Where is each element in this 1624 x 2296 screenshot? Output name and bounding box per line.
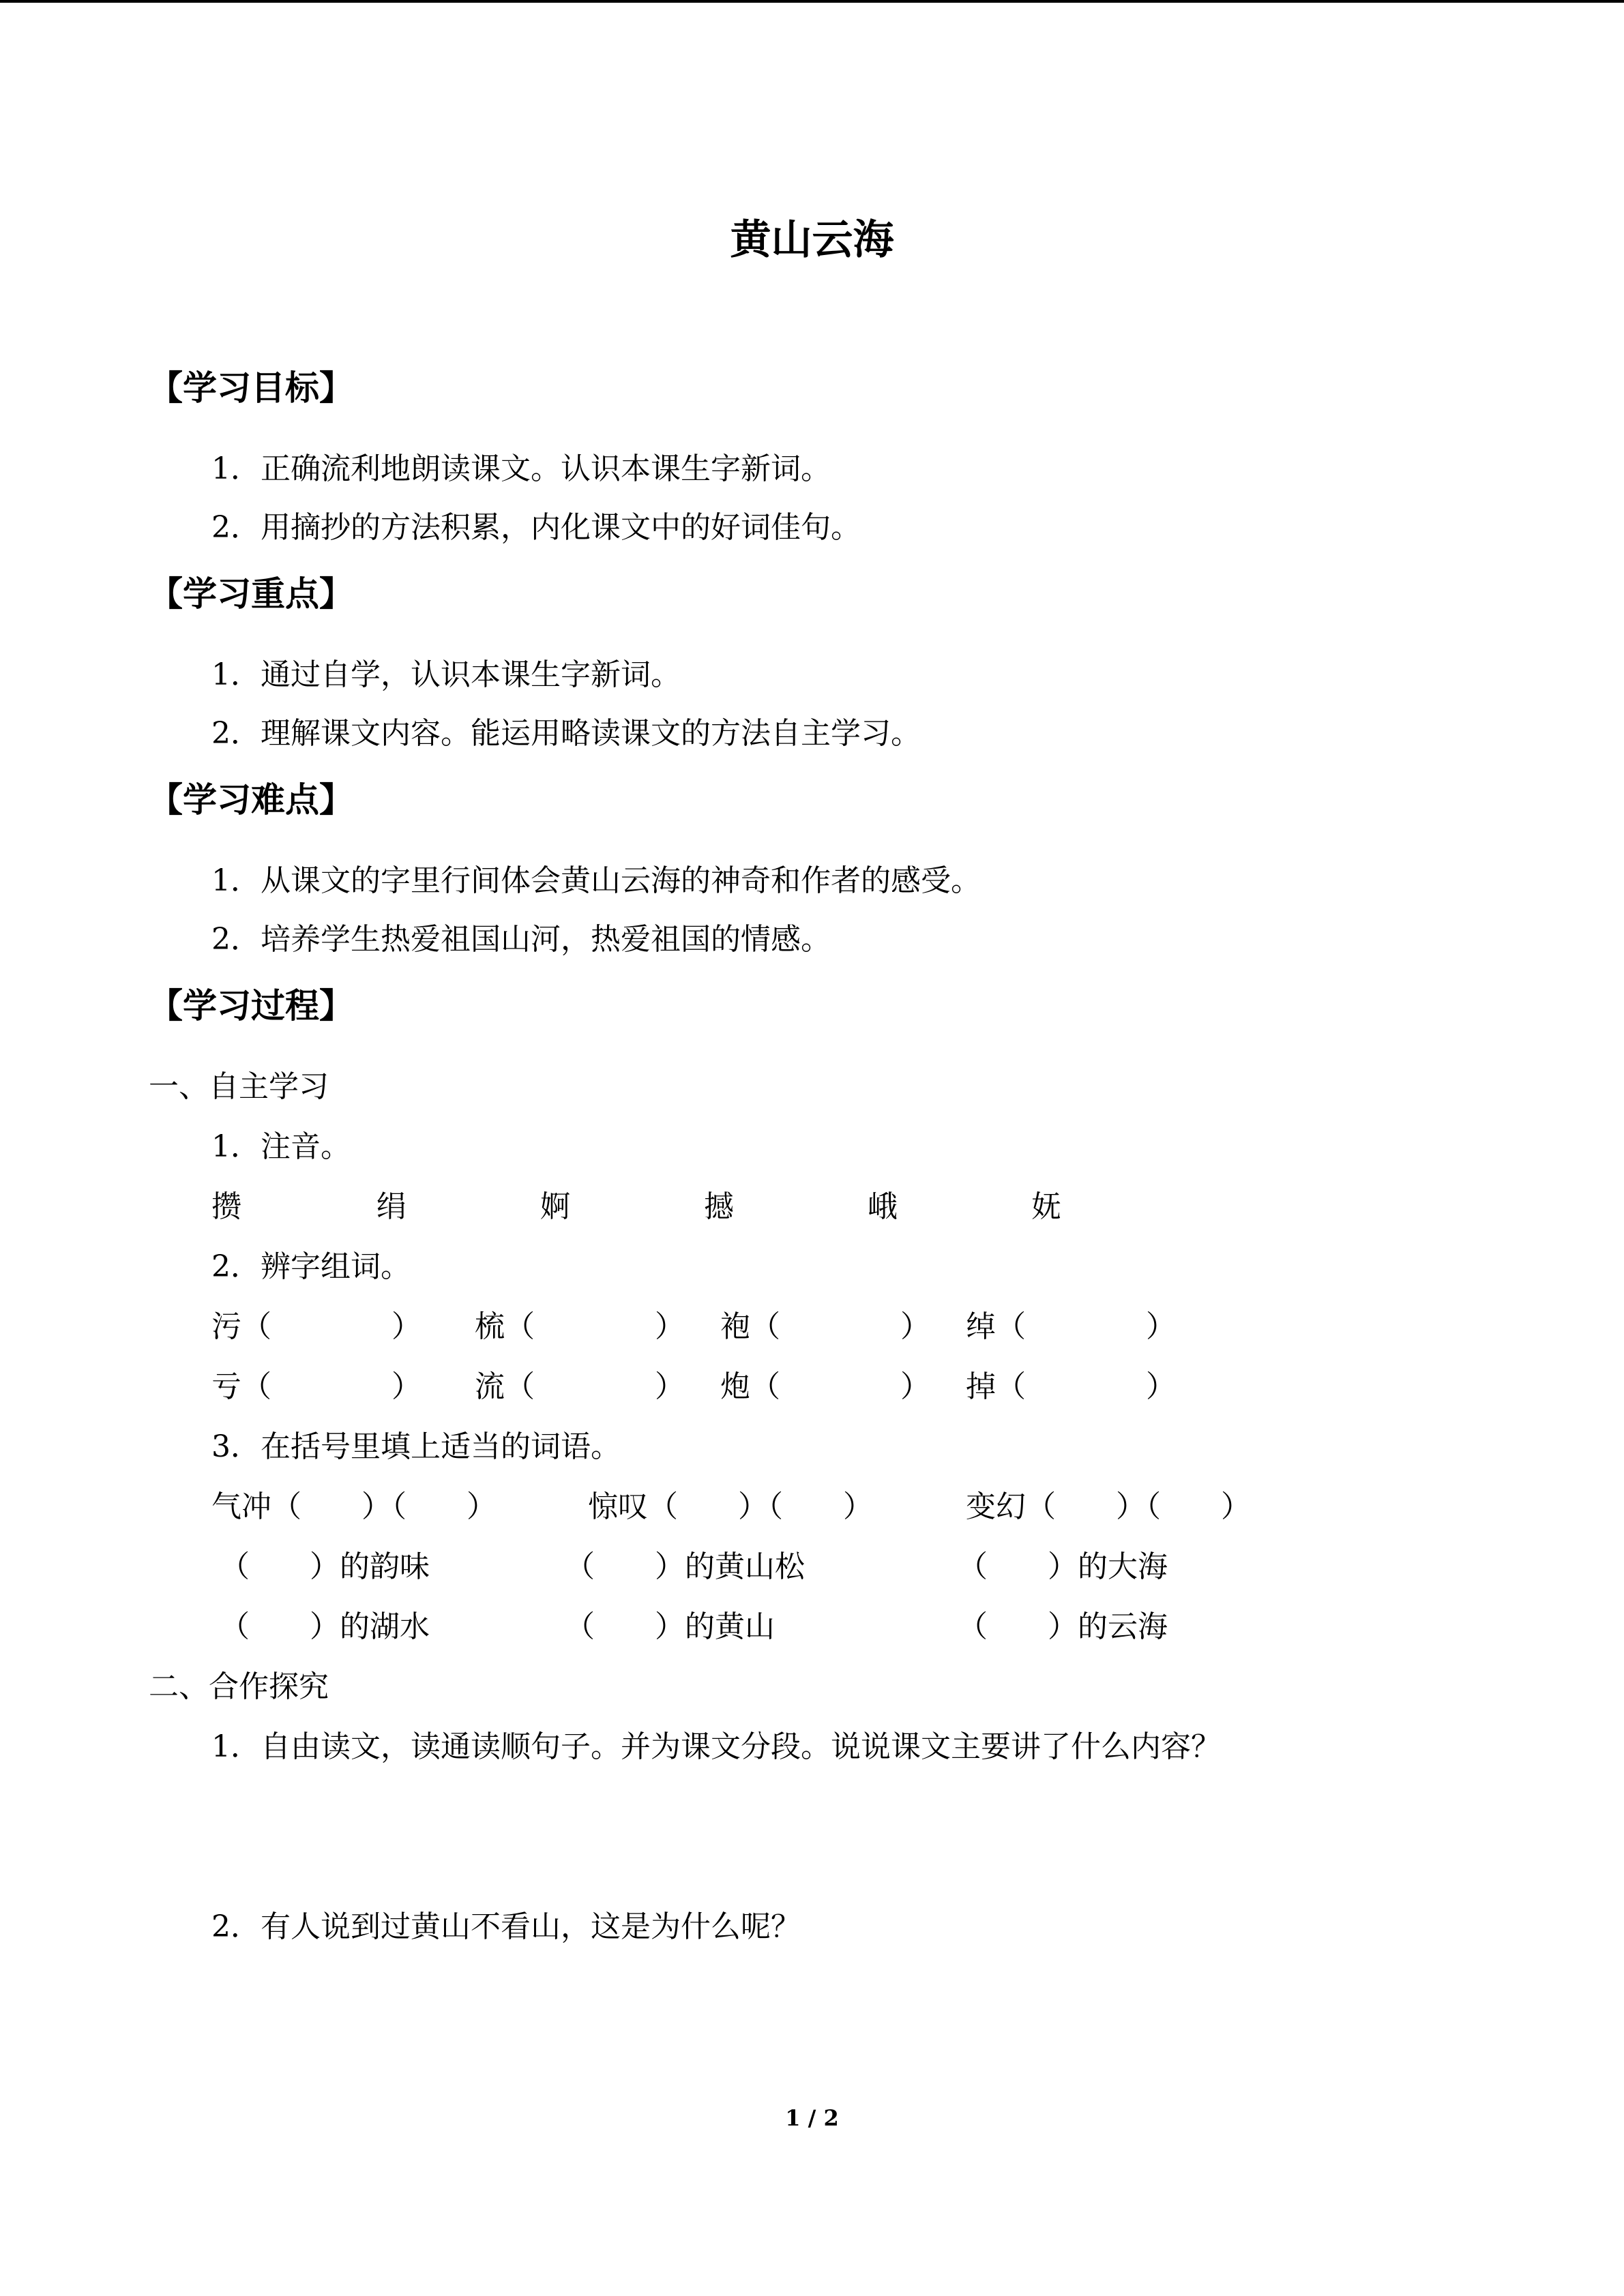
section-heading-process: 【学习过程】 <box>149 985 353 1026</box>
pinyin-char-3: 婀 <box>540 1189 570 1224</box>
pinyin-char-6: 妩 <box>1031 1189 1061 1224</box>
word-group-cell: 梳（ ） <box>475 1309 685 1344</box>
goal-item-2: 2．用摘抄的方法积累，内化课文中的好词佳句。 <box>211 510 861 545</box>
pinyin-char-1: 攒 <box>211 1189 241 1224</box>
section-heading-key-points: 【学习重点】 <box>149 573 353 614</box>
page-number: 1 / 2 <box>785 2105 839 2131</box>
difficulty-item-2: 2．培养学生热爱祖国山河，热爱祖国的情感。 <box>211 922 831 957</box>
part1-heading: 一、自主学习 <box>149 1069 329 1104</box>
top-border-rule <box>0 0 1624 3</box>
part1-question-1: 1．注音。 <box>211 1129 351 1164</box>
fill-blank-cell: （ ）的湖水 <box>220 1609 430 1644</box>
fill-blank-cell: （ ）的黄山 <box>565 1609 775 1644</box>
part2-question-1: 1．自由读文，读通读顺句子。并为课文分段。说说课文主要讲了什么内容？ <box>211 1729 1221 1764</box>
fill-blank-cell: 气冲（ ）（ ） <box>211 1489 497 1524</box>
page-title: 黄山云海 <box>730 216 894 264</box>
fill-blank-cell: （ ）的大海 <box>958 1549 1168 1584</box>
fill-blank-cell: 变幻（ ）（ ） <box>966 1489 1251 1524</box>
goal-item-1: 1．正确流利地朗读课文。认识本课生字新词。 <box>211 451 831 486</box>
difficulty-item-1: 1．从课文的字里行间体会黄山云海的神奇和作者的感受。 <box>211 863 981 898</box>
fill-blank-cell: （ ）的云海 <box>958 1609 1168 1644</box>
fill-blank-cell: （ ）的韵味 <box>220 1549 430 1584</box>
word-group-cell: 绰（ ） <box>966 1309 1176 1344</box>
fill-blank-cell: 惊叹（ ）（ ） <box>588 1489 873 1524</box>
word-group-cell: 亏（ ） <box>211 1369 422 1404</box>
section-heading-goals: 【学习目标】 <box>149 368 353 408</box>
word-group-cell: 流（ ） <box>475 1369 685 1404</box>
word-group-cell: 污（ ） <box>211 1309 422 1344</box>
part2-heading: 二、合作探究 <box>149 1669 329 1704</box>
part1-question-2: 2．辨字组词。 <box>211 1249 411 1284</box>
key-point-item-2: 2．理解课文内容。能运用略读课文的方法自主学习。 <box>211 716 921 751</box>
pinyin-char-4: 撼 <box>704 1189 734 1224</box>
part1-question-3: 3．在括号里填上适当的词语。 <box>211 1429 621 1464</box>
word-group-cell: 袍（ ） <box>720 1309 930 1344</box>
fill-blank-cell: （ ）的黄山松 <box>565 1549 805 1584</box>
section-heading-difficulties: 【学习难点】 <box>149 779 353 820</box>
key-point-item-1: 1．通过自学，认识本课生字新词。 <box>211 657 681 692</box>
pinyin-char-2: 绢 <box>377 1189 407 1224</box>
word-group-cell: 掉（ ） <box>966 1369 1176 1404</box>
word-group-cell: 炮（ ） <box>720 1369 930 1404</box>
part2-question-2: 2．有人说到过黄山不看山，这是为什么呢？ <box>211 1909 801 1944</box>
pinyin-char-5: 峨 <box>868 1189 898 1224</box>
